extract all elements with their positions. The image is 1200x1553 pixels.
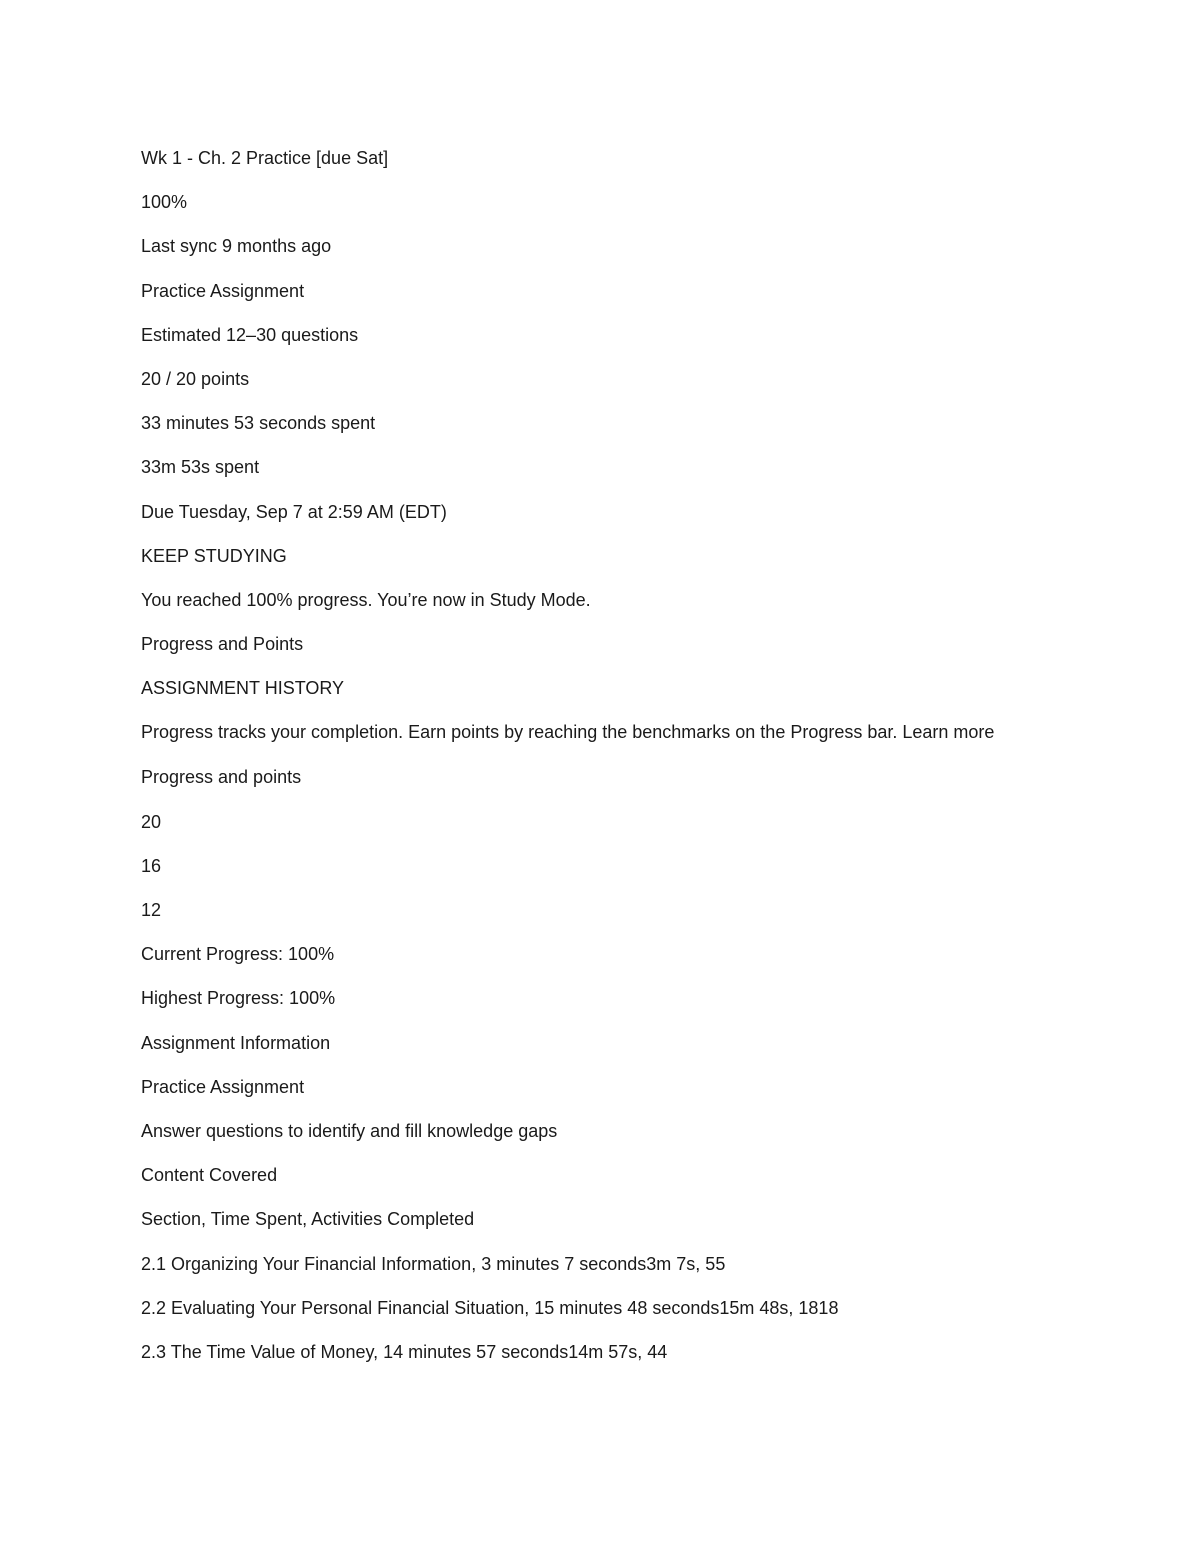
assignment-title: Wk 1 - Ch. 2 Practice [due Sat] <box>141 148 389 168</box>
content-row: 2.3 The Time Value of Money, 14 minutes 57 seconds14m 57s, 44 <box>141 1341 668 1362</box>
assignment-description: Answer questions to identify and fill knowledge gaps <box>141 1120 558 1141</box>
current-progress: Current Progress: 100% <box>141 944 335 965</box>
document-body <box>141 144 1021 1382</box>
time-spent-short: 33m 53s spent <box>141 457 260 478</box>
assignment-type-info: Practice Assignment <box>141 1076 305 1097</box>
progress-percent: 100% <box>141 192 188 213</box>
estimated-questions: Estimated 12–30 questions <box>141 324 359 345</box>
progress-and-points-heading: Progress and Points <box>141 634 304 655</box>
highest-progress: Highest Progress: 100% <box>141 988 336 1009</box>
benchmark-value: 12 <box>141 900 162 920</box>
time-spent-long: 33 minutes 53 seconds spent <box>141 413 376 434</box>
assignment-type: Practice Assignment <box>141 280 305 301</box>
last-sync-text: Last sync 9 months ago <box>141 236 332 257</box>
assignment-history-label: ASSIGNMENT HISTORY <box>141 678 345 699</box>
points-summary: 20 / 20 points <box>141 368 250 389</box>
due-date: Due Tuesday, Sep 7 at 2:59 AM (EDT) <box>141 501 447 522</box>
content-covered-heading: Content Covered <box>141 1165 278 1186</box>
content-row: 2.1 Organizing Your Financial Information, 3 minutes 7 seconds3m 7s, 55 <box>141 1253 726 1274</box>
progress-and-points-subheading: Progress and points <box>141 767 302 788</box>
benchmark-value: 20 <box>141 811 162 832</box>
assignment-information-heading: Assignment Information <box>141 1032 331 1053</box>
content-row: 2.2 Evaluating Your Personal Financial Situation, 15 minutes 48 seconds15m 48s, 1818 <box>141 1297 839 1318</box>
keep-studying-label: KEEP STUDYING <box>141 545 287 566</box>
benchmark-value: 16 <box>141 855 162 876</box>
content-table-header: Section, Time Spent, Activities Completed <box>141 1209 475 1230</box>
study-mode-message: You reached 100% progress. You’re now in Study Mode. <box>141 589 591 610</box>
progress-description: Progress tracks your completion. Earn points by reaching the benchmarks on the Progress bar. Learn more <box>141 722 995 743</box>
